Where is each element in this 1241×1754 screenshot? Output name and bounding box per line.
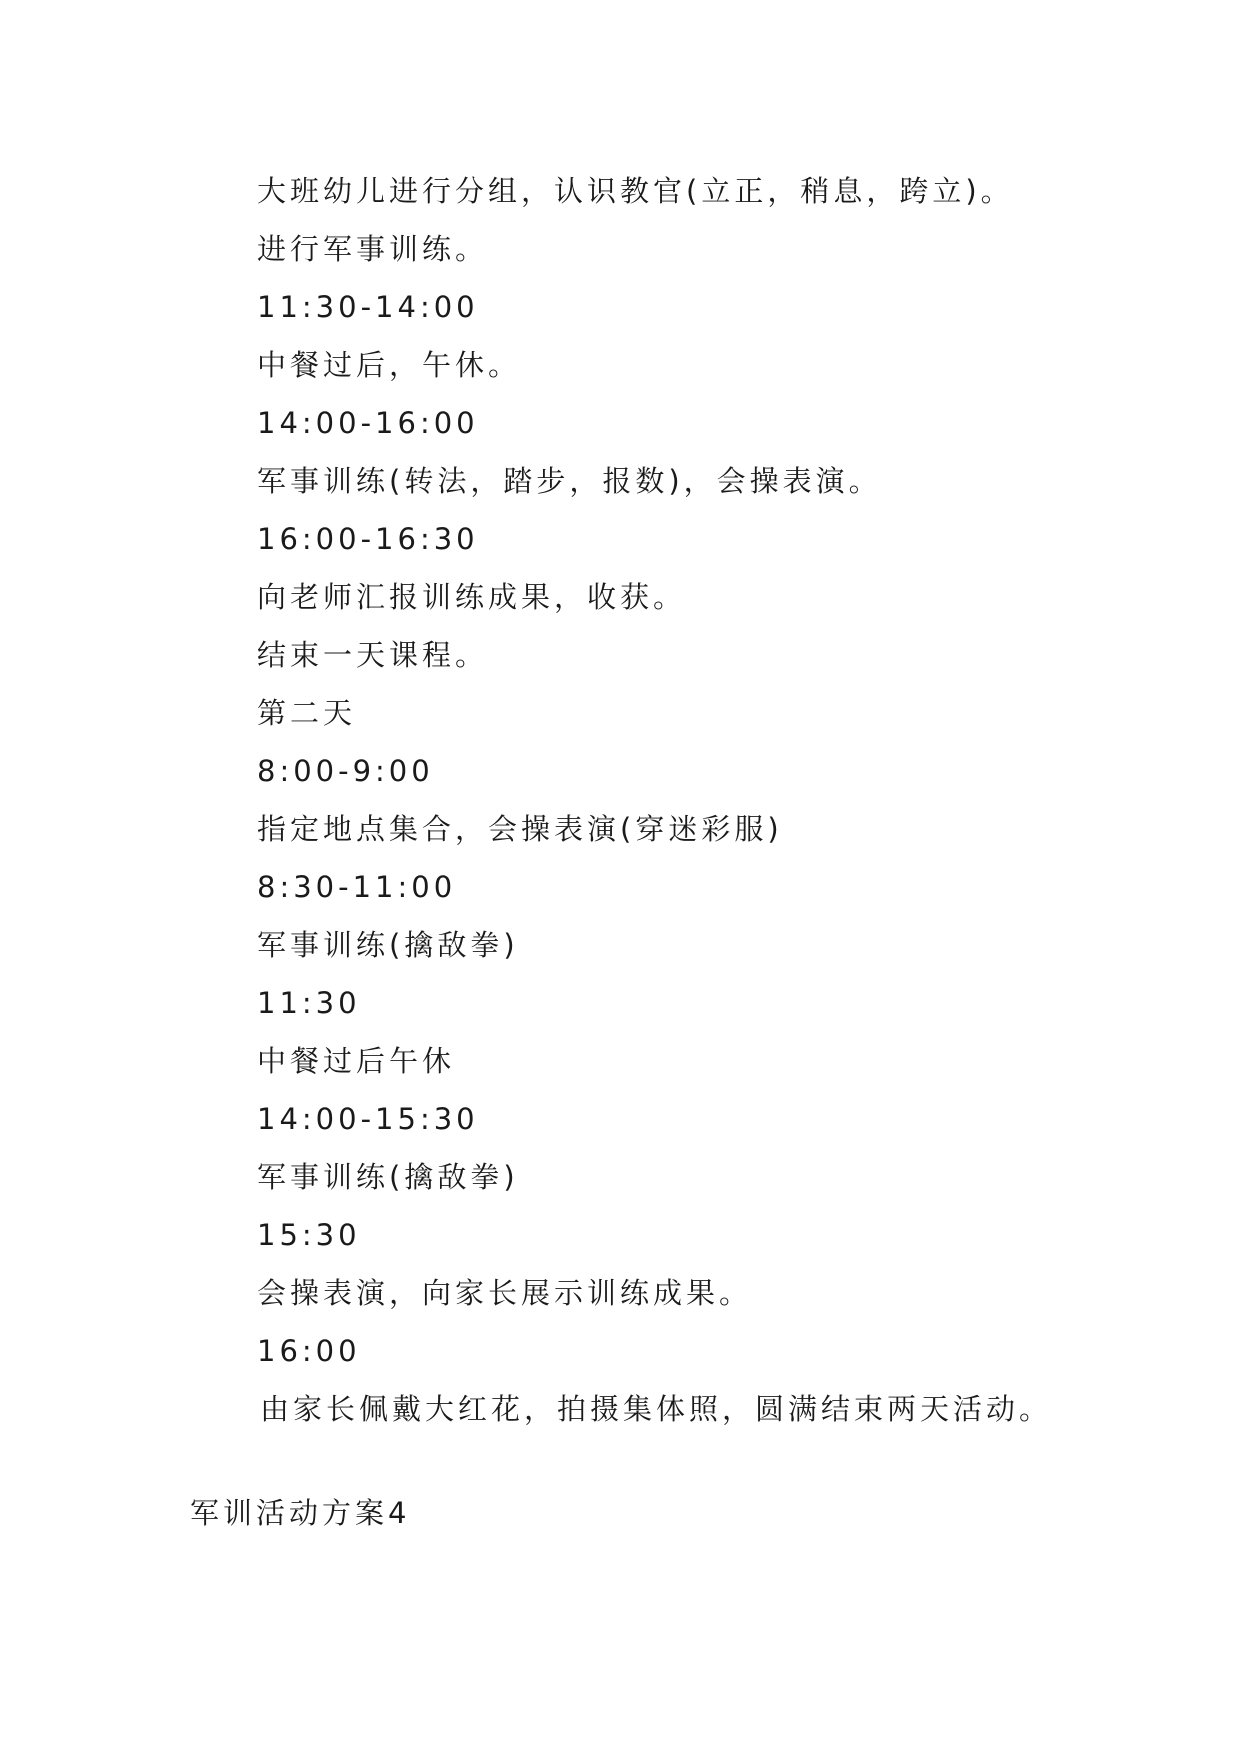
- schedule-line: 由家长佩戴大红花，拍摄集体照，圆满结束两天活动。: [260, 1392, 1053, 1426]
- schedule-line: 军事训练(转法，踏步，报数)，会操表演。: [257, 464, 882, 498]
- schedule-line: 中餐过后午休: [257, 1044, 456, 1078]
- schedule-line: 军事训练(擒敌拳): [257, 928, 519, 962]
- section-heading: 军训活动方案4: [190, 1496, 411, 1530]
- schedule-line: 向老师汇报训练成果，收获。: [257, 580, 687, 614]
- schedule-line: 结束一天课程。: [257, 638, 489, 672]
- schedule-line: 进行军事训练。: [257, 232, 489, 266]
- schedule-line: 会操表演，向家长展示训练成果。: [257, 1276, 753, 1310]
- time-line: 14:00-15:30: [257, 1102, 479, 1136]
- schedule-line: 中餐过后，午休。: [257, 348, 522, 382]
- schedule-text: [257, 162, 1177, 1438]
- schedule-line: 军事训练(擒敌拳): [257, 1160, 519, 1194]
- time-line: 11:30: [257, 986, 361, 1020]
- time-line: 14:00-16:00: [257, 406, 479, 440]
- time-line: 15:30: [257, 1218, 361, 1252]
- time-line: 8:30-11:00: [257, 870, 457, 904]
- day-label: 第二天: [257, 696, 357, 730]
- schedule-line: 指定地点集合，会操表演(穿迷彩服): [257, 812, 783, 846]
- time-line: 11:30-14:00: [257, 290, 479, 324]
- time-line: 16:00: [257, 1334, 361, 1368]
- time-line: 8:00-9:00: [257, 754, 434, 788]
- time-line: 16:00-16:30: [257, 522, 479, 556]
- schedule-line: 大班幼儿进行分组，认识教官(立正，稍息，跨立)。: [257, 174, 1014, 208]
